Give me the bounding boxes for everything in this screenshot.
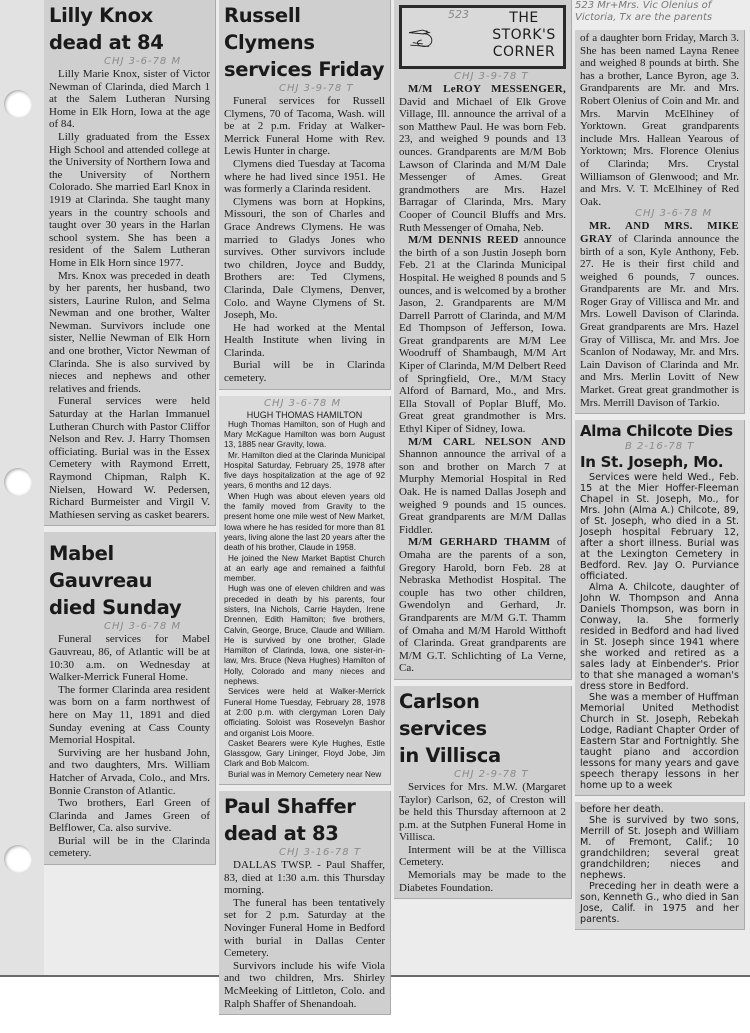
paragraph: He had worked at the Mental Health Institute when living in Clarinda.: [224, 321, 385, 359]
clipping-alma-chilcote-continued: [575, 802, 745, 930]
paragraph: Clymens was born at Hopkins, Missouri, the son of Charles and Grace Andrews Clymens. He was married to Gladys Jones who survives. Other survivors include two children, Joyce and Buddy, Brothers are: Ted Clymens, Clarinda, Dale Clymens, Denver, Colo. and Wayne Clymens of St. Joseph, Mo.: [224, 195, 385, 322]
handwritten-number: 523: [448, 8, 469, 21]
announcement-lead: M/M GERHARD THAMM: [408, 536, 551, 549]
announcement-lead: M/M CARL NELSON AND: [408, 435, 566, 448]
paragraph: [399, 234, 566, 436]
handwritten-date: CHJ 3-6-78 M: [104, 621, 182, 633]
column-2: [219, 0, 391, 1015]
paragraph: Lilly Marie Knox, sister of Victor Newman of Clarinda, died March 1 at the Salem Lutheran Nursing Home in Elk Horn, Iowa at the age of 84.: [49, 68, 210, 131]
clipping-russell-clymens: [219, 0, 391, 390]
paragraph: Clymens died Tuesday at Tacoma where he had lived since 1951. He was formerly a Clarinda resident.: [224, 157, 385, 196]
paragraph: Funeral services for Russell Clymens, 70 of Tacoma, Wash. will be at 2 p.m. Friday at Walker-Merrick Funeral Home with Rev. Lewis Hunter in charge.: [224, 95, 385, 158]
clipping-lilly-knox: [44, 0, 216, 526]
paragraph: before her death.: [580, 804, 664, 816]
clipping-birth-announcements: [575, 30, 745, 414]
clipping-alma-chilcote: [575, 420, 745, 796]
paragraph: Services were held Wed., Feb. 15 at the Mier Hoffer-Fleeman Chapel in St. Joseph, Mo., for Mrs. John (Alma A.) Chilcote, 89, of St. Joseph, who died in a St. Joseph hospital February 12, after a short illness. Burial was at the Lexington Cemetery in Bedford. Rev. Jay O. Purviance officiated.: [580, 472, 739, 583]
logo-title: THE STORK'S CORNER: [492, 10, 556, 60]
paragraph: He joined the New Market Baptist Church at an early age and remained a faithful member.: [224, 553, 385, 584]
paragraph: She is survived by two sons, Merrill of St. Joseph and William M. of Fremont, Calif.; 10 grandchildren; several great grandchildren; nieces and nephews.: [580, 815, 739, 882]
storks-corner-logo: [399, 5, 566, 69]
clipping-paul-shaffer: [219, 791, 391, 1015]
announcement-text: announce the birth of a son Justin Joseph born Feb. 21 at the Clarinda Municipal Hospital. He weighed 8 pounds and 5 ounces, and is welcomed by a brother Jason, 2. Grandparents are M/M Darrell Parrott of Clarinda, and M/M Ed Thompson of Jefferson, Iowa. Great grandparents are M/M Lee Woodruff of Shambaugh, M/M Art Kiper of Clarinda, M/M Delbert Reed of Springfield, Ore., M/M Stacy Alford of Barnard, Mo., and Mrs. Ella Stovall of Poplar Bluff, Mo. Great great grandmother is Mrs. Ethyl Kiper of Sidney, Iowa.: [399, 234, 566, 436]
paragraph: Alma A. Chilcote, daughter of John W. Thompson and Anna Daniels Thompson, was born in Conway, Ia. She formerly resided in Bedford and had lived in St. Joseph since 1941 where she worked and retired as a sales lady at Einbender's. Prior to that she managed a woman's dress store in Bedford.: [580, 582, 739, 693]
article-body: [49, 633, 210, 860]
paragraph: The funeral has been tentatively set for 2 p.m. Saturday at the Novinger Funeral Home in Bedford with burial in Dallas Center Cemetery.: [224, 896, 385, 960]
column-1: [44, 0, 216, 865]
article-body: [399, 83, 566, 675]
headline: in Villisca: [399, 743, 501, 767]
handwritten-date: CHJ 3-9-78 T: [279, 83, 354, 94]
handwritten-note: Mr+Mrs. Vic Olenius of Victoria, Tx are the parents: [575, 0, 713, 23]
headline: Paul Shaffer: [224, 795, 356, 819]
headline: Mabel Gauvreau: [49, 542, 153, 593]
paragraph: Preceding her in death were a son, Kenneth G., who died in San Jose, Calif. in 1975 and her parents.: [580, 881, 739, 926]
announcement-text: Shannon announce the arrival of a son and brother on March 7 at Murphy Memorial Hospital in Red Oak. He is named Dallas Joseph and weighed 9 pounds and 15 ounces. Great grandparents are M/M Dallas Fiddler.: [399, 448, 566, 536]
paragraph: Mr. Hamilton died at the Clarinda Municipal Hospital Saturday, February 25, 1978 after five days hospitalization at the age of 92 years, 6 months and 12 days.: [224, 450, 385, 491]
paragraph: Lilly graduated from the Essex High School and attended college at the University of Northern Iowa and the University of Northern Colorado. She married Earl Knox in 1919 at Clarinda. She taught many years in the country schools and taught over 30 years in the Harlan school system. She has been a resident of the Salem Lutheran Home in Elk Horn since 1977.: [49, 130, 210, 269]
paragraph: Burial will be in Clarinda cemetery.: [224, 359, 385, 385]
headline: dead at 84: [49, 31, 164, 54]
paragraph: She was a member of Huffman Memorial United Methodist Church in St. Joseph, Rebekah Lodge, Radiant Chapter Order of Eastern Star and Fortnightly. She taught piano and accordion lessons for many years and gave speech therapy lessons in her home up to a week: [580, 692, 739, 792]
paragraph: Burial will be in the Clarinda cemetery.: [49, 834, 210, 860]
article-body: [580, 220, 739, 409]
paragraph: [580, 32, 739, 208]
paragraph: [399, 436, 566, 537]
announcement-lead: M/M LeROY MESSENGER,: [408, 83, 566, 95]
announcement-text: of Omaha are the parents of a son, Gregory Harold, born Feb. 28 at Nebraska Methodist Hospital. The couple has two other children, Gwendolyn and Gerhard, Jr. Grandparents are M/M G.T. Thamm of Omaha and M/M Harold Witthoft of Clarinda. Great grandparents are M/M G.T. Schlichting of La Verne, Ca.: [399, 536, 566, 675]
punch-hole: [4, 90, 32, 118]
article-body: [580, 32, 739, 208]
headline: died Sunday: [49, 596, 182, 620]
article-body: [49, 68, 210, 521]
announcement-lead: M/M DENNIS REED: [408, 234, 519, 247]
clipping-hugh-hamilton: [219, 396, 391, 785]
handwritten-number: 523: [575, 0, 595, 11]
paragraph: Services were held at Walker-Merrick Funeral Home Tuesday, February 28, 1978 at 2:00 p.m. with clergyman Loren Daly officiating. Soloist was Rosevelyn Bashor and organist Lois Moore.: [224, 687, 385, 738]
headline: dead at 83: [224, 822, 339, 846]
paragraph: Survivors include his wife Viola and two children, Mrs. Shirley McMeeking of Littleton, Colo. and Ralph Shaffer of Shenandoah.: [224, 959, 385, 1010]
paragraph: Casket Bearers were Kyle Hughes, Estle Glassgow, Gary Lininger, Floyd Jobe, Jim Clark and Bob Malcom.: [224, 738, 385, 769]
handwritten-date: CHJ 3-9-78 T: [454, 71, 529, 82]
paragraph: DALLAS TWSP. - Paul Shaffer, 83, died at 1:30 a.m. this Thursday morning.: [224, 859, 385, 897]
paragraph: Burial was in Memory Cemetery near New: [228, 769, 382, 779]
paragraph: Mrs. Knox was preceded in death by her parents, her husband, two sisters, Laurine Rulon, and Selma Newman and one brother, Walter Newman. Survivors include one sister, Nellie Newman of Elk Horn and one brother, Victor Newman of Clarinda. She is also survived by nieces and nephews and other relatives and friends.: [49, 269, 210, 395]
paragraph: [399, 536, 566, 675]
clipping-storks-corner: [394, 0, 572, 680]
handwritten-note-area: [575, 0, 745, 24]
paragraph: Funeral services were held Saturday at the Harlan Immanuel Lutheran Church with Pastor Cliffor Nelson and Rev. J. Harry Thomsen officiating. Burial was in the Essex Cemetery with Raymond Errett, Raymond Chipman, Ralph K. Nielsen, Howard W. Pedersen, Richard Burmeister and Virgil V. Mathiesen serving as casket bearers.: [49, 395, 210, 521]
column-4: [575, 0, 745, 930]
paragraph: Interment will be at the Villisca Cemetery.: [399, 843, 566, 869]
paragraph: When Hugh was about eleven years old the family moved from Gravity to the present home one mile west of New Market, Iowa where he has resided for more than 81 years, living alone the last 20 years after the death of his brother, Claude in 1958.: [224, 491, 385, 553]
headline: Alma Chilcote Dies: [580, 422, 733, 441]
handwritten-date: CHJ 3-6-78 M: [635, 208, 713, 220]
headline: In St. Joseph, Mo.: [580, 453, 724, 472]
paragraph: The former Clarinda area resident was born on a farm northwest of here on May 11, 1891 and died Sunday evening at Cass County Memorial Hospital.: [49, 683, 210, 747]
headline: Lilly Knox: [49, 4, 153, 27]
handwritten-date: CHJ 2-9-78 T: [454, 768, 529, 780]
headline: Carlson services: [399, 689, 487, 740]
article-body: [399, 781, 566, 894]
announcement-text: of a daughter born Friday, March 3. She has been named Layna Renee and weighed 8 pounds at birth. She has a brother, Lance Byron, age 3. Grandparents are Mr. and Mrs. Robert Olenius of Coin and Mr. and Mrs. Marvin McElhiney of Yorktown. Great grandparents include Mrs. Hallean Yearous of Yorktown; Mrs. Florence Olenius of Clarinda; Mrs. Crystal Williamson of Glenwood; and Mr. and Mrs. V. T. McElhiney of Red Oak.: [580, 32, 739, 208]
article-body: [580, 472, 739, 791]
paragraph: Memorials may be made to the Diabetes Foundation.: [399, 869, 566, 894]
article-body: [224, 859, 385, 1010]
paragraph: Funeral services for Mabel Gauvreau, 86, of Atlantic will be at 10:30 a.m. on Wednesday at Walker-Merrick Funeral Home.: [49, 633, 210, 684]
punch-hole: [4, 845, 32, 873]
article-body: [224, 95, 385, 385]
clipping-mabel-gauvreau: [44, 532, 216, 865]
handwritten-date: CHJ 3-16-78 T: [279, 847, 361, 859]
headline: HUGH THOMAS HAMILTON: [246, 409, 363, 420]
article-body: [580, 804, 739, 925]
paragraph: Services for Mrs. M.W. (Margaret Taylor) Carlson, 62, of Creston will be held this Thursday afternoon at 2 p.m. at the Sutphen Funeral Home in Villisca.: [399, 780, 566, 844]
handwritten-date: B 2-16-78 T: [625, 441, 695, 453]
paragraph: Hugh Thomas Hamilton, son of Hugh and Mary McKague Hamilton was born August 13, 1885 near Gravity, Iowa.: [224, 419, 385, 450]
headline: Russell Clymens: [224, 4, 315, 54]
column-3: [394, 0, 572, 899]
clipping-carlson: [394, 686, 572, 899]
paragraph: Two brothers, Earl Green of Clarinda and James Green of Belflower, Ca. also survive.: [49, 797, 210, 835]
paragraph: Hugh was one of eleven children and was preceded in death by his parents, four sisters, Ina Nichols, Carrie Hayden, Irene Drennen, Edith Hamilton; five brothers, Calvin, George, Bruce, Claude and William. He is survived by one brother, Glade Hamilton of Clarinda, Iowa, one sister-in-law, Mrs. Bruce (Neva Hughes) Hamilton of Holly, Colorado and many nieces and nephews.: [224, 584, 385, 687]
handwritten-date: CHJ 3-6-78 M: [264, 397, 342, 409]
stork-icon: [404, 12, 448, 62]
article-body: [224, 420, 385, 780]
announcement-text: of Clarinda announce the birth of a son, Kyle Anthony, Feb. 27. He is their first child and weighed 6 pounds, 7 ounces. Grandparents are Mr. and Mrs. Roger Gray of Villisca and Mr. and Mrs. Lowell Davison of Clarinda. Great grandparents are Mrs. Hazel Gray of Villisca, Mr. and Mrs. Joe Scanlon of Nodaway, Mr. and Mrs. Lain Davison of Clarinda and Mr. and Mrs. Merlin Lovitt of New Market. Great great grandmother is Mrs. Merrill Davison of Tarkio.: [580, 232, 739, 409]
announcement-lead: MR. AND MRS. MIKE GRAY: [580, 220, 739, 245]
paragraph: [580, 220, 739, 409]
punch-hole: [4, 468, 32, 496]
paragraph: [399, 83, 566, 234]
paragraph: Surviving are her husband John, and two daughters, Mrs. William Hatcher of Arvada, Colo., and Mrs. Bonnie Cranston of Atlantic.: [49, 746, 210, 797]
handwritten-date: CHJ 3-6-78 M: [104, 56, 182, 67]
announcement-text: David and Michael of Elk Grove Village, Ill. announce the arrival of a son Matthew Paul. He was born Feb. 23, and weighed 9 pounds and 13 ounces. Grandparents are M/M Bob Lawson of Clarinda and M/M Dale Messenger of Ames. Great grandmothers are Mrs. Hazel Barragar of Clarinda, Mrs. Mary Cooper of Council Bluffs and Mrs. Ruth Messenger of Omaha, Neb.: [399, 95, 566, 234]
headline: services Friday: [224, 58, 385, 81]
